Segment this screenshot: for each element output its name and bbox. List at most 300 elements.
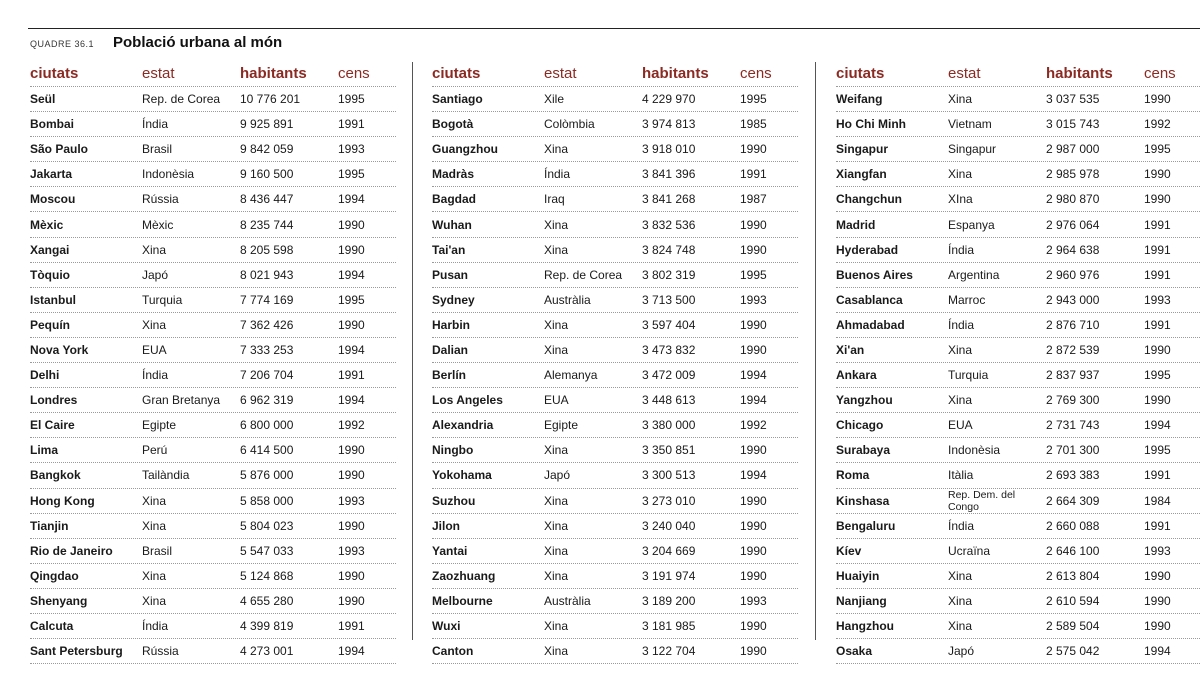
column-header-pop: habitants: [240, 64, 307, 82]
cell-city: Berlín: [432, 368, 467, 383]
cell-pop: 2 964 638: [1046, 242, 1100, 257]
cell-state: Xina: [544, 443, 569, 458]
cell-year: 1993: [740, 292, 767, 307]
cell-pop: 4 273 001: [240, 644, 294, 659]
cell-pop: 3 597 404: [642, 317, 696, 332]
cell-state: Xina: [544, 493, 569, 508]
table-panel-2: [432, 60, 798, 664]
table-row: [30, 639, 396, 664]
table-row: [836, 539, 1200, 564]
cell-pop: 3 841 396: [642, 167, 696, 182]
cell-state: Xina: [948, 619, 973, 634]
table-row: [432, 363, 798, 388]
table-row: [30, 162, 396, 187]
cell-city: Santiago: [432, 92, 483, 107]
cell-state: Xina: [544, 142, 569, 157]
cell-city: Surabaya: [836, 443, 891, 458]
cell-city: Bagdad: [432, 192, 477, 207]
column-header-city: ciutats: [432, 64, 481, 82]
cell-year: 1993: [1144, 543, 1171, 558]
cell-year: 1990: [740, 242, 767, 257]
cell-pop: 2 701 300: [1046, 443, 1100, 458]
column-header-pop: habitants: [1046, 64, 1113, 82]
cell-city: Chicago: [836, 418, 884, 433]
cell-year: 1990: [338, 317, 365, 332]
cell-state: Singapur: [948, 142, 997, 157]
cell-year: 1990: [1144, 568, 1171, 583]
table-row: [836, 212, 1200, 237]
table-row: [432, 438, 798, 463]
cell-city: Ahmadabad: [836, 317, 905, 332]
cell-state: Xina: [142, 493, 167, 508]
cell-city: Calcuta: [30, 619, 74, 634]
cell-pop: 7 362 426: [240, 317, 294, 332]
cell-year: 1990: [740, 443, 767, 458]
cell-pop: 3 037 535: [1046, 92, 1100, 107]
cell-city: Tianjin: [30, 518, 69, 533]
cell-state: Tailàndia: [142, 468, 190, 483]
cell-year: 1995: [338, 292, 365, 307]
cell-city: Xi'an: [836, 342, 865, 357]
cell-city: Rio de Janeiro: [30, 543, 113, 558]
cell-state: Xina: [142, 242, 167, 257]
table-row: [30, 263, 396, 288]
cell-city: Qingdao: [30, 568, 79, 583]
table-row: [432, 212, 798, 237]
cell-pop: 2 872 539: [1046, 342, 1100, 357]
table-row: [30, 388, 396, 413]
cell-year: 1985: [740, 117, 767, 132]
cell-city: Mèxic: [30, 217, 64, 232]
cell-city: Hangzhou: [836, 619, 894, 634]
cell-city: Seül: [30, 92, 56, 107]
cell-state: Xina: [544, 317, 569, 332]
table-row: [836, 489, 1200, 514]
table-row: [30, 288, 396, 313]
cell-pop: 2 769 300: [1046, 393, 1100, 408]
table-row: [432, 388, 798, 413]
cell-city: El Caire: [30, 418, 75, 433]
table-row: [30, 514, 396, 539]
cell-city: Wuxi: [432, 619, 461, 634]
cell-year: 1990: [1144, 619, 1171, 634]
cell-year: 1991: [740, 167, 767, 182]
cell-pop: 6 800 000: [240, 418, 294, 433]
cell-pop: 2 980 870: [1046, 192, 1100, 207]
cell-state: Índia: [948, 242, 975, 257]
cell-pop: 3 204 669: [642, 543, 696, 558]
table-row: [836, 313, 1200, 338]
cell-state: Xina: [142, 317, 167, 332]
cell-pop: 3 824 748: [642, 242, 696, 257]
cell-year: 1994: [740, 468, 767, 483]
table-row: [30, 87, 396, 112]
cell-pop: 9 925 891: [240, 117, 294, 132]
cell-year: 1990: [740, 518, 767, 533]
cell-city: São Paulo: [30, 142, 89, 157]
column-header-year: cens: [740, 64, 772, 82]
cell-state: Xina: [948, 342, 973, 357]
cell-state: Índia: [544, 167, 571, 182]
cell-city: Shenyang: [30, 593, 88, 608]
cell-city: Melbourne: [432, 593, 493, 608]
cell-pop: 8 021 943: [240, 267, 294, 282]
cell-state: Mèxic: [142, 217, 174, 232]
cell-state: Xina: [142, 568, 167, 583]
cell-pop: 3 918 010: [642, 142, 696, 157]
cell-year: 1992: [338, 418, 365, 433]
cell-year: 1994: [338, 342, 365, 357]
table-row: [432, 112, 798, 137]
cell-year: 1990: [740, 217, 767, 232]
cell-state: Xina: [544, 242, 569, 257]
cell-year: 1995: [338, 167, 365, 182]
cell-city: Hyderabad: [836, 242, 899, 257]
cell-state: Alemanya: [544, 368, 598, 383]
cell-city: Bogotà: [432, 117, 474, 132]
cell-city: Changchun: [836, 192, 902, 207]
cell-year: 1993: [338, 543, 365, 558]
table-row: [30, 137, 396, 162]
table-row: [836, 388, 1200, 413]
cell-city: Jilon: [432, 518, 461, 533]
table-row: [836, 263, 1200, 288]
cell-year: 1995: [1144, 142, 1171, 157]
cell-city: Xiangfan: [836, 167, 887, 182]
cell-city: Madrid: [836, 217, 876, 232]
cell-pop: 3 300 513: [642, 468, 696, 483]
cell-city: Sant Petersburg: [30, 644, 123, 659]
cell-year: 1991: [1144, 267, 1171, 282]
cell-state: Índia: [142, 619, 169, 634]
table-row: [432, 137, 798, 162]
cell-city: Jakarta: [30, 167, 73, 182]
cell-year: 1993: [338, 493, 365, 508]
column-header-state: estat: [544, 64, 577, 82]
cell-year: 1995: [740, 267, 767, 282]
cell-state: Egipte: [142, 418, 177, 433]
cell-year: 1994: [740, 368, 767, 383]
cell-pop: 2 660 088: [1046, 518, 1100, 533]
cell-state: Xina: [142, 593, 167, 608]
cell-year: 1995: [1144, 443, 1171, 458]
table-row: [836, 564, 1200, 589]
cell-city: Ningbo: [432, 443, 474, 458]
cell-pop: 7 774 169: [240, 292, 294, 307]
cell-state: Vietnam: [948, 117, 992, 132]
table-row: [30, 338, 396, 363]
cell-city: Madràs: [432, 167, 475, 182]
cell-year: 1990: [740, 493, 767, 508]
cell-pop: 9 160 500: [240, 167, 294, 182]
cell-state: Argentina: [948, 267, 1000, 282]
cell-year: 1990: [740, 644, 767, 659]
cell-pop: 2 987 000: [1046, 142, 1100, 157]
cell-pop: 4 229 970: [642, 92, 696, 107]
cell-city: Singapur: [836, 142, 889, 157]
cell-state: Xina: [544, 342, 569, 357]
cell-state: Itàlia: [948, 468, 974, 483]
column-divider: [815, 62, 816, 640]
cell-year: 1990: [1144, 342, 1171, 357]
table-row: [432, 589, 798, 614]
table-row: [836, 463, 1200, 488]
cell-pop: 6 962 319: [240, 393, 294, 408]
column-header-year: cens: [338, 64, 370, 82]
table-row: [432, 162, 798, 187]
cell-city: Delhi: [30, 368, 60, 383]
table-row: [432, 313, 798, 338]
cell-state: XIna: [948, 192, 973, 207]
cell-pop: 5 804 023: [240, 518, 294, 533]
column-header-city: ciutats: [30, 64, 79, 82]
cell-state: Xile: [544, 92, 565, 107]
cell-state: Austràlia: [544, 292, 591, 307]
table-label: QUADRE 36.1: [30, 39, 95, 49]
cell-year: 1992: [1144, 117, 1171, 132]
cell-state: Rep. Dem. del Congo: [948, 488, 1016, 513]
cell-city: Sydney: [432, 292, 475, 307]
cell-state: Espanya: [948, 217, 995, 232]
cell-city: Alexandria: [432, 418, 494, 433]
cell-year: 1990: [1144, 593, 1171, 608]
table-row: [30, 489, 396, 514]
table-row: [30, 564, 396, 589]
cell-state: Indonèsia: [948, 443, 1001, 458]
cell-state: Rep. de Corea: [142, 92, 221, 107]
cell-year: 1991: [338, 368, 365, 383]
cell-state: EUA: [948, 418, 973, 433]
top-rule: [28, 28, 1200, 29]
column-header-city: ciutats: [836, 64, 885, 82]
cell-state: Xina: [948, 92, 973, 107]
cell-pop: 3 472 009: [642, 368, 696, 383]
column-header-year: cens: [1144, 64, 1176, 82]
cell-state: Xina: [544, 518, 569, 533]
cell-year: 1991: [1144, 242, 1171, 257]
cell-state: Índia: [948, 518, 975, 533]
cell-city: Buenos Aires: [836, 267, 913, 282]
table-row: [836, 363, 1200, 388]
cell-state: Xina: [544, 543, 569, 558]
cell-state: Xina: [142, 518, 167, 533]
cell-year: 1994: [338, 644, 365, 659]
table-row: [432, 187, 798, 212]
cell-city: Pequín: [30, 317, 71, 332]
cell-state: Japó: [142, 267, 169, 282]
cell-state: Xina: [948, 568, 973, 583]
cell-state: Rússia: [142, 644, 179, 659]
cell-state: Austràlia: [544, 593, 591, 608]
cell-city: Los Angeles: [432, 393, 503, 408]
cell-city: Casablanca: [836, 292, 903, 307]
cell-pop: 2 613 804: [1046, 568, 1100, 583]
cell-year: 1984: [1144, 493, 1171, 508]
table-row: [836, 514, 1200, 539]
cell-city: Ho Chi Minh: [836, 117, 906, 132]
column-header-pop: habitants: [642, 64, 709, 82]
table-row: [432, 539, 798, 564]
cell-city: Pusan: [432, 267, 469, 282]
cell-state: Xina: [544, 217, 569, 232]
cell-pop: 2 589 504: [1046, 619, 1100, 634]
cell-year: 1993: [1144, 292, 1171, 307]
cell-city: Dalian: [432, 342, 469, 357]
cell-city: Yokohama: [432, 468, 492, 483]
cell-state: Indonèsia: [142, 167, 195, 182]
cell-state: EUA: [544, 393, 569, 408]
table-row: [836, 187, 1200, 212]
table-row: [30, 212, 396, 237]
cell-year: 1990: [740, 142, 767, 157]
cell-state: Xina: [948, 593, 973, 608]
cell-city: Istanbul: [30, 292, 77, 307]
cell-pop: 3 841 268: [642, 192, 696, 207]
cell-pop: 5 858 000: [240, 493, 294, 508]
table-row: [432, 413, 798, 438]
cell-city: Yantai: [432, 543, 468, 558]
cell-pop: 2 646 100: [1046, 543, 1100, 558]
cell-year: 1995: [1144, 368, 1171, 383]
table-row: [30, 539, 396, 564]
cell-year: 1990: [1144, 192, 1171, 207]
cell-year: 1990: [740, 619, 767, 634]
cell-year: 1990: [338, 593, 365, 608]
cell-year: 1990: [338, 468, 365, 483]
cell-pop: 3 181 985: [642, 619, 696, 634]
cell-state: Turquia: [142, 292, 183, 307]
cell-year: 1991: [338, 117, 365, 132]
cell-state: Gran Bretanya: [142, 393, 221, 408]
cell-pop: 2 876 710: [1046, 317, 1100, 332]
table-row: [30, 463, 396, 488]
cell-pop: 2 610 594: [1046, 593, 1100, 608]
cell-year: 1992: [740, 418, 767, 433]
cell-pop: 3 448 613: [642, 393, 696, 408]
table-row: [432, 263, 798, 288]
header-row: [30, 60, 396, 87]
cell-pop: 3 832 536: [642, 217, 696, 232]
column-header-state: estat: [142, 64, 175, 82]
cell-pop: 3 974 813: [642, 117, 696, 132]
cell-city: Xangai: [30, 242, 70, 257]
cell-city: Yangzhou: [836, 393, 893, 408]
cell-year: 1994: [1144, 644, 1171, 659]
cell-pop: 3 015 743: [1046, 117, 1100, 132]
cell-state: Rússia: [142, 192, 179, 207]
cell-city: Ankara: [836, 368, 877, 383]
table-title: Població urbana al món: [113, 34, 283, 51]
cell-city: Bengaluru: [836, 518, 896, 533]
cell-state: Índia: [948, 317, 975, 332]
cell-state: Perú: [142, 443, 168, 458]
table-row: [432, 489, 798, 514]
table-row: [30, 413, 396, 438]
cell-state: Xina: [544, 568, 569, 583]
cell-state: Brasil: [142, 543, 173, 558]
cell-pop: 7 333 253: [240, 342, 294, 357]
cell-pop: 5 876 000: [240, 468, 294, 483]
table-row: [30, 313, 396, 338]
cell-year: 1990: [338, 217, 365, 232]
cell-pop: 8 235 744: [240, 217, 294, 232]
table-row: [836, 137, 1200, 162]
cell-year: 1991: [338, 619, 365, 634]
cell-state: EUA: [142, 342, 167, 357]
table-row: [432, 463, 798, 488]
cell-year: 1990: [740, 342, 767, 357]
cell-pop: 3 191 974: [642, 568, 696, 583]
cell-pop: 5 124 868: [240, 568, 294, 583]
cell-year: 1995: [740, 92, 767, 107]
cell-state: Brasil: [142, 142, 173, 157]
header-row: [432, 60, 798, 87]
cell-state: Japó: [948, 644, 975, 659]
cell-year: 1995: [338, 92, 365, 107]
cell-state: Índia: [142, 368, 169, 383]
table-row: [432, 514, 798, 539]
cell-year: 1990: [338, 518, 365, 533]
cell-year: 1990: [740, 317, 767, 332]
cell-year: 1991: [1144, 317, 1171, 332]
table-row: [432, 87, 798, 112]
cell-pop: 3 122 704: [642, 644, 696, 659]
cell-year: 1990: [1144, 393, 1171, 408]
cell-year: 1987: [740, 192, 767, 207]
cell-state: Turquia: [948, 368, 989, 383]
cell-pop: 5 547 033: [240, 543, 294, 558]
table-row: [30, 589, 396, 614]
cell-state: Xina: [544, 644, 569, 659]
cell-pop: 4 655 280: [240, 593, 294, 608]
cell-city: Kinshasa: [836, 493, 890, 508]
cell-pop: 8 436 447: [240, 192, 294, 207]
table-row: [30, 363, 396, 388]
cell-pop: 3 189 200: [642, 593, 696, 608]
table-row: [432, 564, 798, 589]
cell-pop: 2 693 383: [1046, 468, 1100, 483]
cell-year: 1990: [338, 568, 365, 583]
cell-year: 1994: [338, 393, 365, 408]
cell-pop: 6 414 500: [240, 443, 294, 458]
table-header: [30, 34, 282, 51]
table-row: [30, 438, 396, 463]
cell-year: 1990: [740, 568, 767, 583]
cell-city: Tòquio: [30, 267, 70, 282]
cell-year: 1994: [740, 393, 767, 408]
cell-city: Harbin: [432, 317, 471, 332]
cell-city: Guangzhou: [432, 142, 498, 157]
cell-year: 1991: [1144, 518, 1171, 533]
cell-pop: 3 713 500: [642, 292, 696, 307]
cell-pop: 2 664 309: [1046, 493, 1100, 508]
table-row: [836, 589, 1200, 614]
cell-pop: 2 960 976: [1046, 267, 1100, 282]
cell-city: Huaiyin: [836, 568, 880, 583]
cell-year: 1990: [1144, 167, 1171, 182]
cell-pop: 3 802 319: [642, 267, 696, 282]
cell-state: Japó: [544, 468, 571, 483]
cell-state: Colòmbia: [544, 117, 595, 132]
cell-city: Hong Kong: [30, 493, 95, 508]
cell-pop: 2 837 937: [1046, 368, 1100, 383]
table-row: [836, 614, 1200, 639]
cell-year: 1993: [740, 593, 767, 608]
cell-pop: 8 205 598: [240, 242, 294, 257]
cell-city: Wuhan: [432, 217, 472, 232]
table-row: [836, 162, 1200, 187]
table-row: [432, 338, 798, 363]
